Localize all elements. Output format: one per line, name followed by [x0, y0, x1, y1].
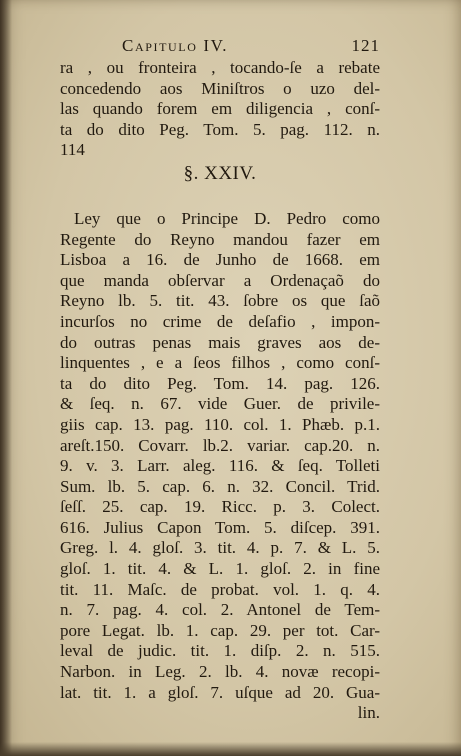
- page-number: 121: [351, 36, 380, 55]
- section-heading: §. XXIV.: [183, 162, 257, 184]
- text-line: & ſeq. n. 67. vide Guer. de privile-: [60, 394, 380, 414]
- page-gutter-shadow: [0, 0, 12, 756]
- text-line: Greg. l. 4. gloſ. 3. tit. 4. p. 7. & L. 5.: [60, 538, 380, 558]
- section-paragraph: [60, 209, 380, 724]
- text-line: lat. tit. 1. a gloſ. 7. uſque ad 20. Gua-: [60, 682, 380, 702]
- text-line: ta do dito Peg. Tom. 5. pag. 112. n.: [60, 119, 380, 139]
- page-bottom-edge: [0, 742, 461, 756]
- continuation-paragraph: [60, 58, 380, 161]
- text-line: Reyno lb. 5. tit. 43. ſobre os que ſaõ: [60, 291, 380, 311]
- text-line: do outras penas mais graves aos de-: [60, 332, 380, 352]
- text-line: concedendo aos Miniſtros o uzo del-: [60, 78, 380, 98]
- text-line: giis cap. 13. pag. 110. col. 1. Phæb. p.1.: [60, 414, 380, 434]
- text-line: Narbon. in Leg. 2. lb. 4. novæ recopi-: [60, 662, 380, 682]
- text-line: linquentes , e a ſeos filhos , como conſ-: [60, 353, 380, 373]
- text-line: que manda obſervar a Ordenaçaõ do: [60, 270, 380, 290]
- text-line: Sum. lb. 5. cap. 6. n. 32. Concil. Trid.: [60, 476, 380, 496]
- text-line: gloſ. 1. tit. 4. & L. 1. gloſ. 2. in fine: [60, 559, 380, 579]
- text-line-final: lin.: [357, 703, 380, 723]
- text-line: pore Legat. lb. 1. cap. 29. per tot. Car-: [60, 620, 380, 640]
- text-line: ſeſſ. 25. cap. 19. Ricc. p. 3. Colect.: [60, 497, 380, 517]
- text-line: n. 7. pag. 4. col. 2. Antonel de Tem-: [60, 600, 380, 620]
- text-line: Ley que o Principe D. Pedro como: [74, 208, 380, 228]
- text-block: [60, 36, 380, 724]
- text-line: tit. 11. Maſc. de probat. vol. 1. q. 4.: [60, 579, 380, 599]
- chapter-title: Capitulo IV.: [122, 36, 229, 55]
- text-line: Lisboa a 16. de Junho de 1668. em: [60, 250, 380, 270]
- text-line: Regente do Reyno mandou fazer em: [60, 229, 380, 249]
- text-line: ta do dito Peg. Tom. 14. pag. 126.: [60, 373, 380, 393]
- text-line: 9. v. 3. Larr. aleg. 116. & ſeq. Tolleti: [60, 456, 380, 476]
- text-line: 616. Julius Capon Tom. 5. diſcep. 391.: [60, 517, 380, 537]
- text-line: ra , ou fronteira , tocando-ſe a rebate: [60, 58, 380, 77]
- text-line: las quando forem em diligencia , conſ-: [60, 99, 380, 119]
- running-header: [60, 36, 380, 58]
- text-line: incurſos no crime de deſafio , impon-: [60, 311, 380, 331]
- text-line: leval de judic. tit. 1. diſp. 2. n. 515.: [60, 641, 380, 661]
- text-line: areſt.150. Covarr. lb.2. variar. cap.20. n.: [60, 435, 380, 455]
- text-line: 114: [60, 140, 85, 160]
